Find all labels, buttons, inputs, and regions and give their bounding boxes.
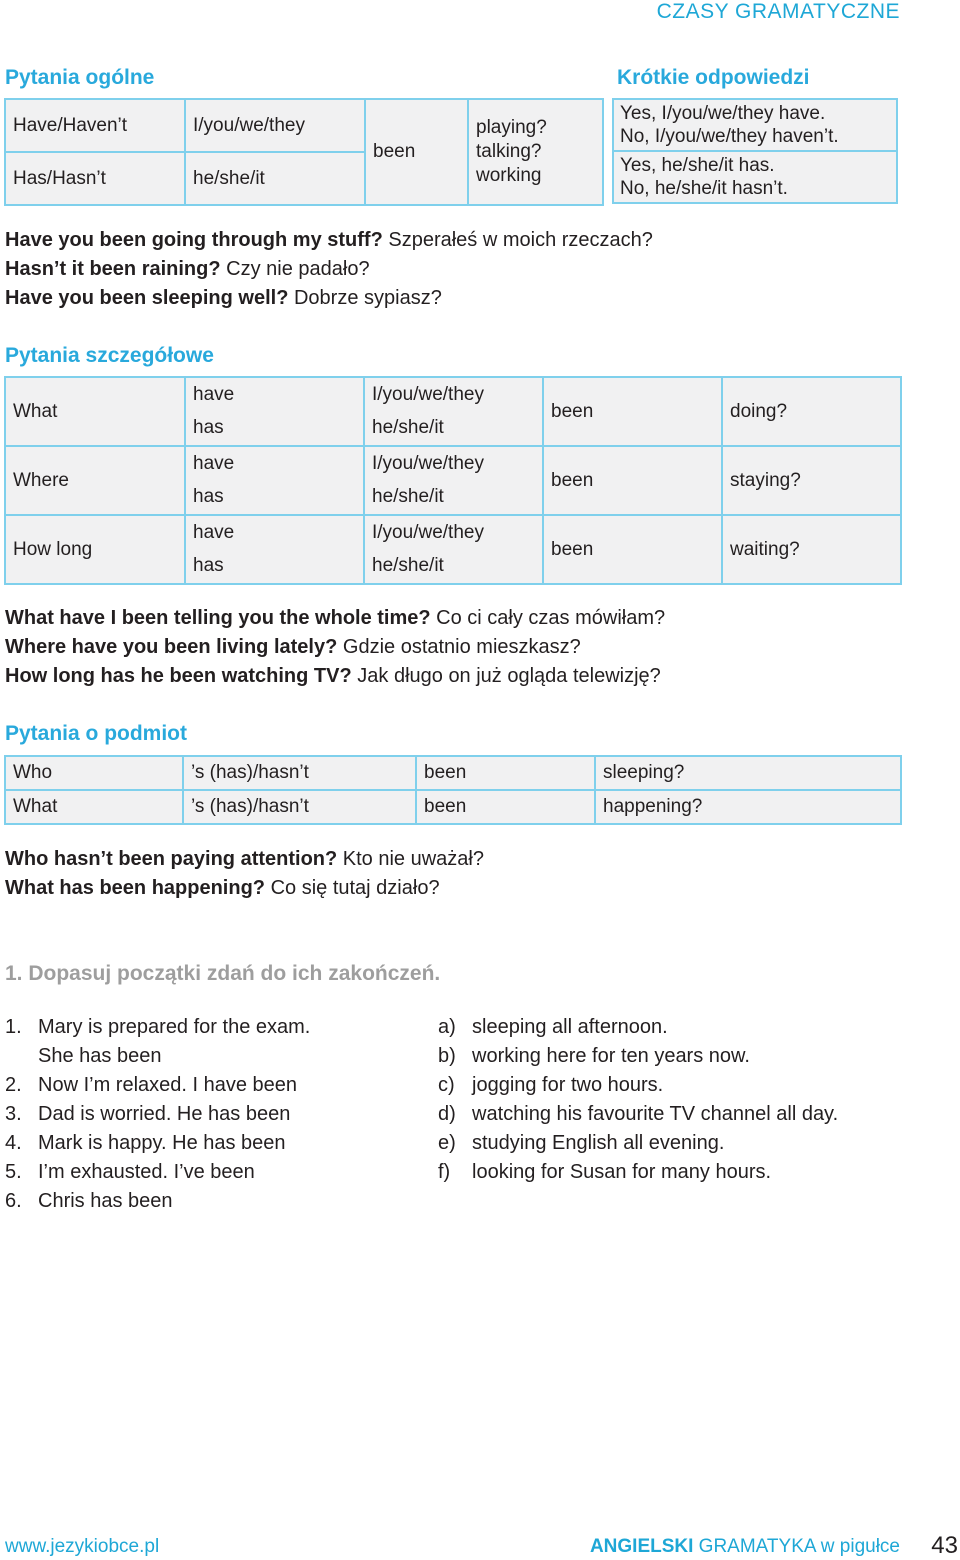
cell-wh: What xyxy=(5,790,183,824)
cell-aux: has xyxy=(185,411,364,446)
example-pl: Czy nie padało? xyxy=(226,258,370,280)
example-en: Where have you been living lately? xyxy=(5,636,338,658)
item-number: 2. xyxy=(5,1074,22,1096)
cell-subj: I/you/we/they xyxy=(364,377,543,411)
exercise-item xyxy=(5,1158,425,1187)
item-number: 5. xyxy=(5,1161,22,1183)
example-line xyxy=(5,284,442,313)
exercise-item xyxy=(5,1071,425,1100)
option-letter: d) xyxy=(438,1103,456,1125)
exercise-option xyxy=(438,1158,918,1187)
item-text: Chris has been xyxy=(38,1190,173,1212)
item-number: 4. xyxy=(5,1132,22,1154)
item-text: I’m exhausted. I’ve been xyxy=(38,1161,255,1183)
item-number: 6. xyxy=(5,1190,22,1212)
cell-verbs xyxy=(468,99,603,205)
short-answer: No, I/you/we/they haven’t. xyxy=(620,126,839,147)
exercise-left-column xyxy=(5,1013,425,1216)
example-line xyxy=(5,226,653,255)
short-answer: Yes, he/she/it has. xyxy=(620,155,775,176)
brand-rest: GRAMATYKA w pigułce xyxy=(693,1536,900,1557)
cell-been: been xyxy=(416,756,595,790)
example-line xyxy=(5,845,484,874)
cell-aux: ’s (has)/hasn’t xyxy=(183,756,416,790)
cell-subj: I/you/we/they xyxy=(364,515,543,549)
cell-verb: staying? xyxy=(722,446,901,515)
exercise-item xyxy=(5,1042,425,1071)
example-pl: Dobrze sypiasz? xyxy=(293,287,442,309)
cell-subj-singular: he/she/it xyxy=(185,152,365,205)
cell-aux: has xyxy=(185,549,364,584)
cell-wh: Where xyxy=(5,446,185,515)
exercise-option xyxy=(438,1013,918,1042)
example-en: Who hasn’t been paying attention? xyxy=(5,848,338,870)
exercise-item xyxy=(5,1129,425,1158)
verb-item: working xyxy=(476,165,542,186)
cell-aux: have xyxy=(185,446,364,480)
verb-item: talking? xyxy=(476,141,542,162)
option-text: working here for ten years now. xyxy=(472,1045,750,1067)
example-line xyxy=(5,633,581,662)
cell-verb: sleeping? xyxy=(595,756,901,790)
exercise-option xyxy=(438,1071,918,1100)
cell-been: been xyxy=(543,377,722,446)
cell-subj: he/she/it xyxy=(364,549,543,584)
example-pl: Kto nie uważał? xyxy=(342,848,484,870)
footer-url-link[interactable]: www.jezykiobce.pl xyxy=(5,1536,160,1557)
cell-wh: How long xyxy=(5,515,185,584)
item-number: 1. xyxy=(5,1016,22,1038)
cell-wh: What xyxy=(5,377,185,446)
example-en: What have I been telling you the whole time? xyxy=(5,607,431,629)
cell-aux: have xyxy=(185,377,364,411)
cell-subj: he/she/it xyxy=(364,411,543,446)
example-line xyxy=(5,662,661,691)
exercise-right-column xyxy=(438,1013,918,1187)
section-title-subject: Pytania o podmiot xyxy=(5,722,188,745)
option-text: jogging for two hours. xyxy=(472,1074,664,1096)
option-letter: b) xyxy=(438,1045,456,1067)
example-line xyxy=(5,255,370,284)
cell-verb: waiting? xyxy=(722,515,901,584)
cell-been: been xyxy=(365,99,468,205)
cell-verb: doing? xyxy=(722,377,901,446)
cell-aux-has: Has/Hasn’t xyxy=(5,152,185,205)
option-text: sleeping all afternoon. xyxy=(472,1016,668,1038)
page-number: 43 xyxy=(931,1532,958,1559)
verb-item: playing? xyxy=(476,117,547,138)
example-en: How long has he been watching TV? xyxy=(5,665,352,687)
short-answer-group-singular xyxy=(612,150,898,204)
example-en: What has been happening? xyxy=(5,877,266,899)
example-pl: Szperałeś w moich rzeczach? xyxy=(388,229,653,251)
cell-verb: happening? xyxy=(595,790,901,824)
example-en: Have you been sleeping well? xyxy=(5,287,289,309)
cell-aux-have: Have/Haven’t xyxy=(5,99,185,152)
item-text: Dad is worried. He has been xyxy=(38,1103,291,1125)
exercise-option xyxy=(438,1042,918,1071)
item-text: She has been xyxy=(38,1045,162,1067)
section-title-general: Pytania ogólne xyxy=(5,66,155,89)
cell-been: been xyxy=(416,790,595,824)
section-title-short-answers: Krótkie odpowiedzi xyxy=(617,66,810,89)
option-letter: c) xyxy=(438,1074,455,1096)
example-en: Have you been going through my stuff? xyxy=(5,229,383,251)
exercise-title: 1. Dopasuj początki zdań do ich zakończeń. xyxy=(5,962,441,985)
item-text: Mark is happy. He has been xyxy=(38,1132,286,1154)
short-answer: No, he/she/it hasn’t. xyxy=(620,178,788,199)
cell-aux: have xyxy=(185,515,364,549)
detailed-questions-table xyxy=(4,376,902,585)
option-letter: f) xyxy=(438,1161,451,1183)
cell-been: been xyxy=(543,446,722,515)
example-line xyxy=(5,874,440,903)
short-answers-box xyxy=(612,98,898,204)
option-text: watching his favourite TV channel all day. xyxy=(472,1103,839,1125)
cell-subj-plural: I/you/we/they xyxy=(185,99,365,152)
footer-brand xyxy=(590,1536,900,1558)
exercise-item xyxy=(5,1100,425,1129)
general-questions-table xyxy=(4,98,604,206)
option-letter: e) xyxy=(438,1132,456,1154)
chapter-title: CZASY GRAMATYCZNE xyxy=(656,0,900,23)
option-text: studying English all evening. xyxy=(472,1132,725,1154)
item-number: 3. xyxy=(5,1103,22,1125)
example-pl: Jak długo on już ogląda telewizję? xyxy=(357,665,661,687)
cell-subj: he/she/it xyxy=(364,480,543,515)
subject-questions-table xyxy=(4,755,902,825)
exercise-item xyxy=(5,1187,425,1216)
example-pl: Gdzie ostatnio mieszkasz? xyxy=(342,636,581,658)
cell-subj: I/you/we/they xyxy=(364,446,543,480)
option-letter: a) xyxy=(438,1016,456,1038)
item-text: Mary is prepared for the exam. xyxy=(38,1016,311,1038)
item-text: Now I’m relaxed. I have been xyxy=(38,1074,298,1096)
exercise-item xyxy=(5,1013,425,1042)
example-en: Hasn’t it been raining? xyxy=(5,258,221,280)
example-pl: Co się tutaj działo? xyxy=(270,877,440,899)
cell-aux: ’s (has)/hasn’t xyxy=(183,790,416,824)
cell-wh: Who xyxy=(5,756,183,790)
exercise-option xyxy=(438,1129,918,1158)
example-line xyxy=(5,604,665,633)
example-pl: Co ci cały czas mówiłam? xyxy=(436,607,666,629)
brand-strong: ANGIELSKI xyxy=(589,1536,694,1557)
cell-aux: has xyxy=(185,480,364,515)
option-text: looking for Susan for many hours. xyxy=(472,1161,772,1183)
short-answer-group-plural xyxy=(612,98,898,152)
exercise-option xyxy=(438,1100,918,1129)
cell-been: been xyxy=(543,515,722,584)
section-title-detailed: Pytania szczegółowe xyxy=(5,344,214,367)
short-answer: Yes, I/you/we/they have. xyxy=(620,103,826,124)
